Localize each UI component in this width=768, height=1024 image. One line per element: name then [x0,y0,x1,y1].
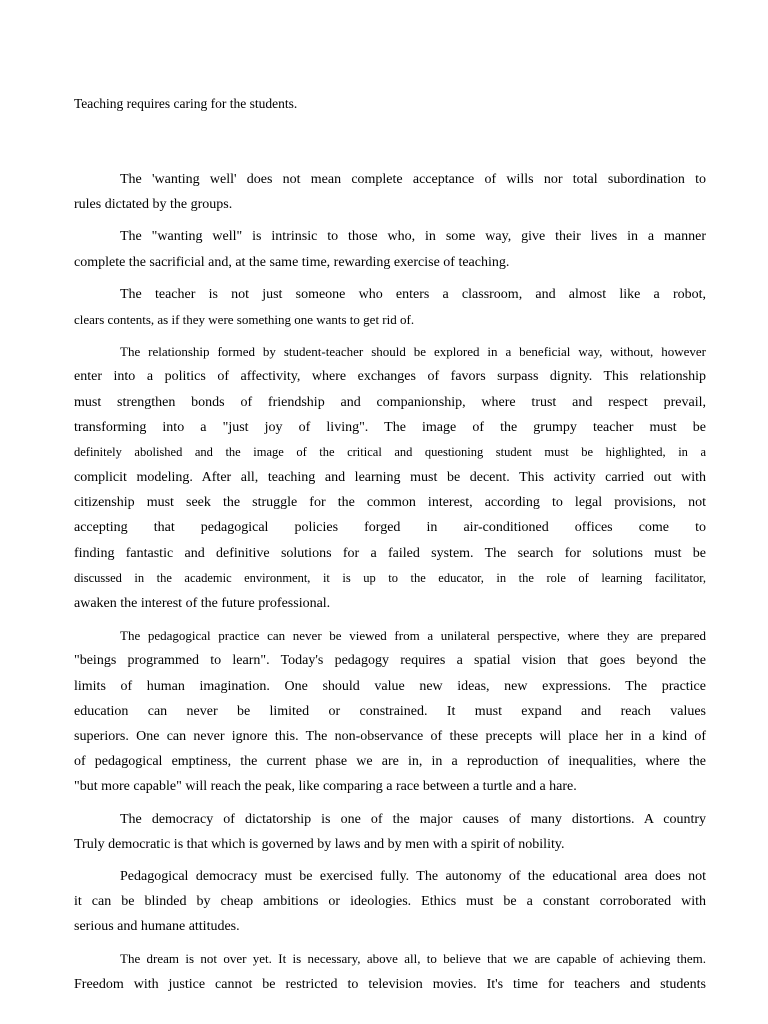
text-line: superiors. One can never ignore this. The non-observance of these precepts will place her in a kind of [74,728,706,744]
text-line: "but more capable" will reach the peak, like comparing a race between a turtle and a hare. [74,779,577,795]
document-page [74,94,706,1004]
text-line: The 'wanting well' does not mean complete acceptance of wills nor total subordination to [120,172,706,187]
text-line: transforming into a "just joy of living". The image of the grumpy teacher must be [74,419,706,435]
text-line: The pedagogical practice can never be viewed from a unilateral perspective, where they are prepared [120,628,706,644]
text-line: accepting that pedagogical policies forged in air-conditioned offices come to [74,520,706,536]
text-line: of pedagogical emptiness, the current phase we are in, in a reproduction of inequalities, where the [74,754,706,770]
text-line: complicit modeling. After all, teaching and learning must be decent. This activity carried out with [74,470,706,486]
paragraph [74,864,706,940]
paragraph [74,282,706,332]
text-line: The teacher is not just someone who enters a classroom, and almost like a robot, [120,286,706,302]
text-line: awaken the interest of the future professional. [74,596,331,611]
text-line: finding fantastic and definitive solutions for a failed system. The search for solutions must be [74,545,706,561]
text-line: Truly democratic is that which is governed by laws and by men with a spirit of nobility. [74,836,565,852]
text-line: definitely abolished and the image of the critical and questioning student must be highlighted, in a [74,444,706,459]
text-line: The dream is not over yet. It is necessary, above all, to believe that we are capable of achieving them. [120,951,706,967]
paragraph [74,807,706,857]
text-line: complete the sacrificial and, at the same time, rewarding exercise of teaching. [74,254,510,270]
text-line: "beings programmed to learn". Today's pedagogy requires a spatial vision that goes beyond the [74,653,706,669]
text-line: Freedom with justice cannot be restricted to television movies. It's time for teachers and students [74,976,706,992]
paragraph [74,339,706,616]
text-line: education can never be limited or constrained. It must expand and reach values [74,703,706,719]
text-line: clears contents, as if they were something one wants to get rid of. [74,311,415,327]
text-line: Pedagogical democracy must be exercised fully. The autonomy of the educational area does not [120,868,706,884]
text-line: The relationship formed by student-teacher should be explored in a beneficial way, without, however [120,344,706,360]
paragraph [74,224,706,274]
text-line: limits of human imagination. One should value new ideas, new expressions. The practice [74,678,706,694]
text-line: citizenship must seek the struggle for the common interest, according to legal provisions, not [74,495,706,511]
paragraph [74,946,706,996]
text-line: must strengthen bonds of friendship and companionship, where trust and respect prevail, [74,394,706,410]
text-line: The "wanting well" is intrinsic to those who, in some way, give their lives in a manner [120,229,706,245]
text-line: serious and humane attitudes. [74,919,240,935]
text-line: enter into a politics of affectivity, where exchanges of favors surpass dignity. This relationship [74,369,706,385]
text-line: rules dictated by the groups. [74,197,233,213]
paragraph [74,623,706,799]
text-line: The democracy of dictatorship is one of the major causes of many distortions. A country [120,811,706,827]
paragraph [74,167,706,217]
text-line: discussed in the academic environment, it is up to the educator, in the role of learning facilitator, [74,570,706,585]
text-line: it can be blinded by cheap ambitions or ideologies. Ethics must be a constant corroborated with [74,894,706,910]
document-heading: Teaching requires caring for the students. [74,96,298,111]
